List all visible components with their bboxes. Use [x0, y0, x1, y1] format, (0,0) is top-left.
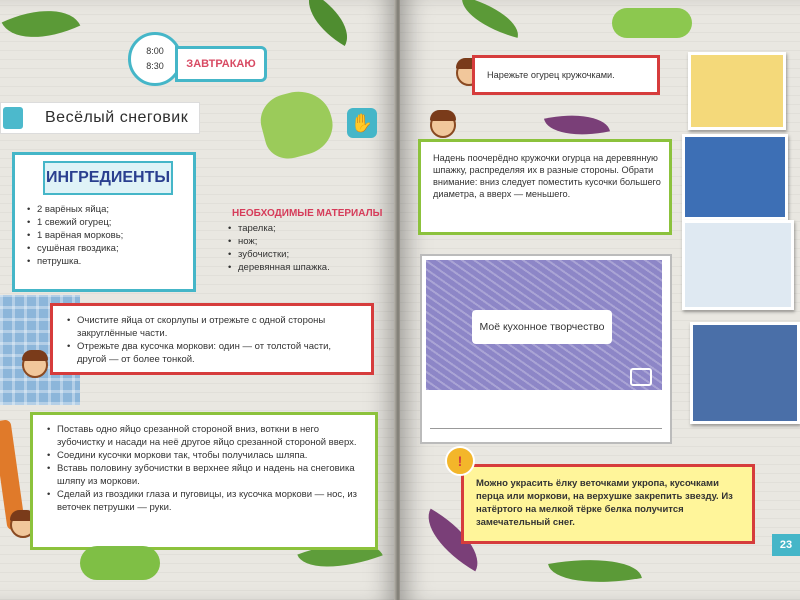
recipe-title: Весёлый снеговик: [45, 109, 189, 126]
recipe-title-bar: [0, 102, 200, 134]
step-item: • Вставь половину зубочистки в верхнее яйцо и надень на снеговика шляпу из моркови.: [45, 462, 367, 488]
materials-list: [226, 222, 386, 274]
material-item: • деревянная шпажка.: [226, 261, 386, 274]
ingredient-item: • петрушка.: [25, 255, 185, 268]
step-cucumber-box: [472, 55, 660, 95]
step-skewer-text: Надень поочерёдно кружочки огурца на деревянную шпажку, распределяя их в разные стороны. Обрати внимание: вниз следует поместить кусочки большего диаметра, а вверх — меньшего.: [433, 153, 661, 199]
ingredient-item: • сушёная гвоздика;: [25, 242, 185, 255]
photo-snowman-on-plate: [682, 134, 788, 220]
ingredient-item: • 2 варёных яйца;: [25, 203, 185, 216]
meal-badge: [175, 46, 267, 82]
creative-label-box: [472, 310, 612, 344]
ingredient-item: • 1 свежий огурец;: [25, 216, 185, 229]
chef-hat-icon: [3, 107, 23, 129]
parsley-leaf-decoration: [296, 0, 359, 46]
step-one-list: [65, 314, 363, 366]
photo-skewer-assembly: [682, 220, 794, 310]
photo-cucumber-slices: [688, 52, 786, 130]
page-number: 23: [779, 539, 793, 551]
camera-icon: [630, 368, 652, 386]
tip-text: Можно украсить ёлку веточками укропа, кусочками перца или моркови, на верхушке закрепить звезду. Из натёртого на мелкой тёрке белка получится замечательный снег.: [476, 478, 733, 528]
step-two-list: [45, 423, 367, 514]
clock-end-time: 8:30: [146, 61, 164, 71]
step-item: • Сделай из гвоздики глаза и пуговицы, из кусочка моркови — нос, из веточек петрушки — руки.: [45, 488, 367, 514]
lightbulb-icon: !: [445, 446, 475, 476]
materials-title: НЕОБХОДИМЫЕ МАТЕРИАЛЫ: [232, 208, 383, 219]
ingredients-card: [12, 152, 196, 292]
parsley-leaf-decoration: [2, 0, 81, 55]
ingredient-item: • 1 варёная морковь;: [25, 229, 185, 242]
material-item: • нож;: [226, 235, 386, 248]
step-skewer-box: [418, 139, 672, 235]
step-item: • Соедини кусочки моркови так, чтобы получилась шляпа.: [45, 449, 367, 462]
step-two-box: [30, 412, 378, 550]
cucumber-illustration: [255, 84, 339, 164]
step-item: • Очистите яйца от скорлупы и отрежьте с одной стороны закруглённые части.: [65, 314, 363, 340]
creative-label: Моё кухонное творчество: [479, 321, 605, 333]
avatar: [22, 352, 48, 378]
clock-start-time: 8:00: [146, 46, 164, 56]
meal-label: ЗАВТРАКАЮ: [186, 58, 256, 70]
parsley-leaf-decoration: [456, 0, 525, 38]
cucumber-illustration: [80, 546, 160, 580]
photo-finished-dish: [690, 322, 800, 424]
material-item: • тарелка;: [226, 222, 386, 235]
ingredients-heading-box: [43, 161, 173, 195]
step-one-box: [50, 303, 374, 375]
clock-icon: [128, 32, 182, 86]
page-number-badge: [772, 534, 800, 556]
ingredients-title: ИНГРЕДИЕНТЫ: [45, 169, 171, 186]
cucumber-illustration: [612, 8, 692, 38]
step-item: • Отрежьте два кусочка моркови: один — от толстой части, другой — от более тонкой.: [65, 340, 363, 366]
caption-line: [430, 428, 662, 429]
ingredients-list: [25, 203, 185, 268]
tip-box: [461, 464, 755, 544]
step-cucumber-text: Нарежьте огурец кружочками.: [487, 70, 615, 80]
material-item: • зубочистки;: [226, 248, 386, 261]
step-item: • Поставь одно яйцо срезанной стороной вниз, воткни в него зубочистку и насади на неё другое яйцо срезанной стороной вверх.: [45, 423, 367, 449]
avatar: [430, 112, 456, 138]
parsley-leaf-decoration: [548, 548, 642, 593]
left-page: [0, 0, 396, 600]
hand-icon: ✋: [347, 108, 377, 138]
